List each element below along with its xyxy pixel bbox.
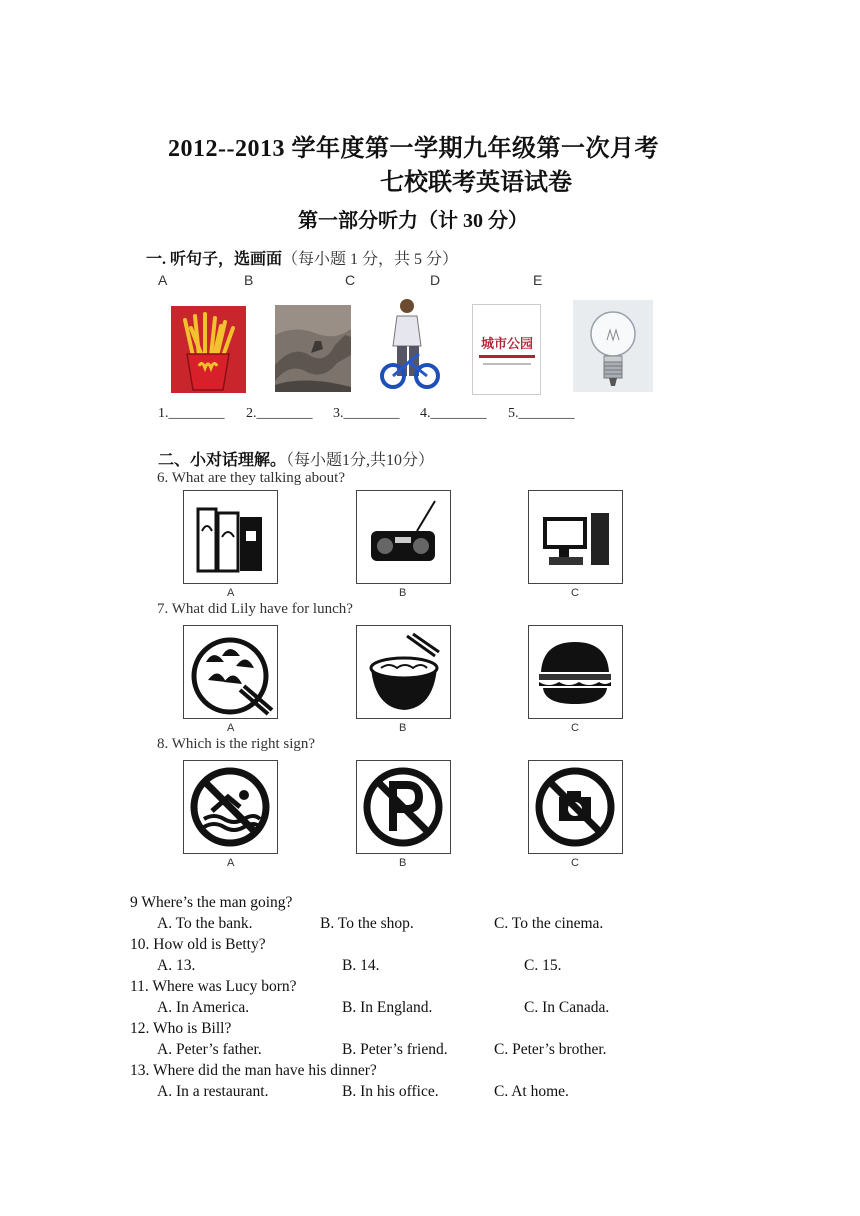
q13-option-b: B. In his office. xyxy=(342,1083,439,1100)
sign-text: 城市公园 xyxy=(480,337,533,352)
q9-option-a: A. To the bank. xyxy=(157,915,253,932)
question-8: 8. Which is the right sign? xyxy=(157,736,316,752)
q8-caption-a: A xyxy=(227,857,235,869)
boy-bicycle-icon xyxy=(379,296,441,394)
q7-caption-a: A xyxy=(227,722,235,734)
books-icon xyxy=(183,490,278,584)
q12-option-c: C. Peter’s brother. xyxy=(494,1041,607,1058)
option-letter-e: E xyxy=(533,272,543,288)
q8-caption-b: B xyxy=(399,857,407,869)
answer-blank-1[interactable]: 1.________ xyxy=(158,406,225,421)
q12-option-b: B. Peter’s friend. xyxy=(342,1041,448,1058)
french-fries-icon xyxy=(171,306,246,393)
q7-caption-b: B xyxy=(399,722,407,734)
option-letter-a: A xyxy=(158,272,168,288)
q12-option-a: A. Peter’s father. xyxy=(157,1041,262,1058)
exam-title-line2: 七校联考英语试卷 xyxy=(380,170,572,196)
exam-title-line1: 2012--2013 学年度第一学期九年级第一次月考 xyxy=(168,136,659,162)
question-11: 11. Where was Lucy born? xyxy=(130,978,297,995)
question-13: 13. Where did the man have his dinner? xyxy=(130,1062,377,1079)
section1-heading: 一. 听句子，选画面（每小题 1 分，共 5 分） xyxy=(146,251,459,268)
question-6: 6. What are they talking about? xyxy=(157,470,345,486)
no-photo-icon xyxy=(528,760,623,854)
option-letter-c: C xyxy=(345,272,356,288)
q7-caption-c: C xyxy=(571,722,579,734)
noodles-icon xyxy=(356,625,451,719)
answer-blank-5[interactable]: 5.________ xyxy=(508,406,575,421)
question-12: 12. Who is Bill? xyxy=(130,1020,232,1037)
q6-caption-c: C xyxy=(571,587,579,599)
q11-option-c: C. In Canada. xyxy=(524,999,610,1016)
hamburger-icon xyxy=(528,625,623,719)
q10-option-b: B. 14. xyxy=(342,957,380,974)
q10-option-a: A. 13. xyxy=(157,957,196,974)
q11-option-b: B. In England. xyxy=(342,999,433,1016)
option-letter-b: B xyxy=(244,272,254,288)
q13-option-a: A. In a restaurant. xyxy=(157,1083,269,1100)
no-parking-icon xyxy=(356,760,451,854)
dumplings-icon xyxy=(183,625,278,719)
option-letter-d: D xyxy=(430,272,441,288)
section2-heading: 二、小对话理解。（每小题1分,共10分） xyxy=(158,452,435,469)
q8-caption-c: C xyxy=(571,857,579,869)
part-title: 第一部分听力（计 30 分） xyxy=(298,210,528,232)
q6-caption-b: B xyxy=(399,587,407,599)
question-7: 7. What did Lily have for lunch? xyxy=(157,601,353,617)
answer-blank-3[interactable]: 3.________ xyxy=(333,406,400,421)
answer-blank-4[interactable]: 4.________ xyxy=(420,406,487,421)
radio-icon xyxy=(356,490,451,584)
q9-option-c: C. To the cinema. xyxy=(494,915,604,932)
light-bulb-icon xyxy=(573,300,653,392)
q9-option-b: B. To the shop. xyxy=(320,915,414,932)
answer-blank-2[interactable]: 2.________ xyxy=(246,406,313,421)
q10-option-c: C. 15. xyxy=(524,957,562,974)
no-swimming-icon xyxy=(183,760,278,854)
great-wall-icon xyxy=(275,305,351,392)
q6-caption-a: A xyxy=(227,587,235,599)
q11-option-a: A. In America. xyxy=(157,999,250,1016)
question-10: 10. How old is Betty? xyxy=(130,936,266,953)
question-9: 9 Where’s the man going? xyxy=(130,894,293,911)
q13-option-c: C. At home. xyxy=(494,1083,569,1100)
city-park-sign-icon xyxy=(472,304,541,395)
computer-icon xyxy=(528,490,623,584)
